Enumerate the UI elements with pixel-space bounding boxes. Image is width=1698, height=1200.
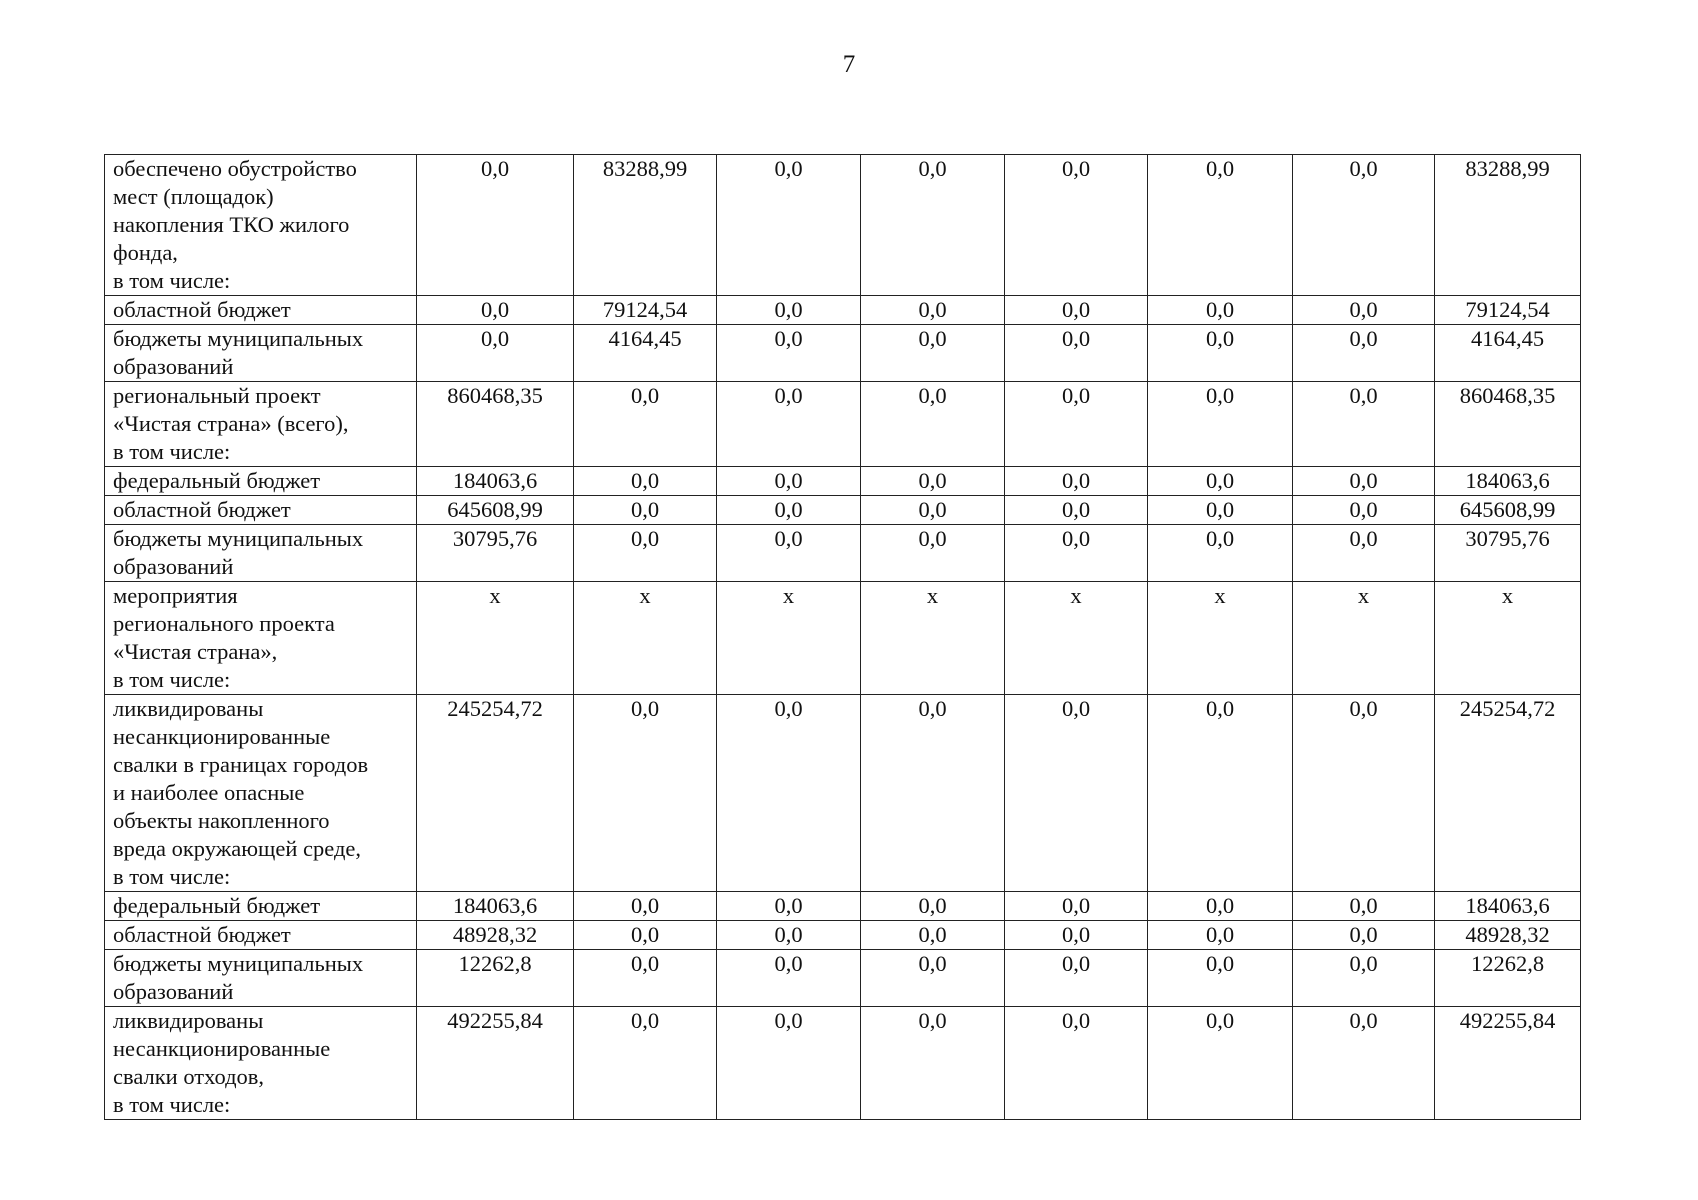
page-number: 7 [842, 51, 856, 78]
value-cell: 0,0 [1148, 382, 1293, 467]
value-cell: 0,0 [1293, 382, 1435, 467]
row-label: ликвидированы несанкционированные свалки в границах городов и наиболее опасные объекты накопленного вреда окружающей среде, в том числе: [105, 695, 417, 892]
value-cell: 0,0 [417, 155, 574, 296]
value-cell: 0,0 [417, 296, 574, 325]
value-cell: 0,0 [861, 892, 1005, 921]
value-cell: 0,0 [861, 155, 1005, 296]
value-cell: 0,0 [861, 1007, 1005, 1120]
table-row [105, 467, 1581, 496]
total-cell: 245254,72 [1435, 695, 1581, 892]
budget-table [104, 154, 1581, 1120]
total-cell: 184063,6 [1435, 467, 1581, 496]
value-cell: x [1005, 582, 1148, 695]
row-label: мероприятия регионального проекта «Чистая страна», в том числе: [105, 582, 417, 695]
row-label: областной бюджет [105, 921, 417, 950]
value-cell: 0,0 [1148, 950, 1293, 1007]
value-cell: 0,0 [1148, 525, 1293, 582]
value-cell: 0,0 [717, 892, 861, 921]
total-cell: 83288,99 [1435, 155, 1581, 296]
value-cell: 0,0 [861, 695, 1005, 892]
value-cell: 0,0 [1293, 1007, 1435, 1120]
total-cell: 30795,76 [1435, 525, 1581, 582]
value-cell: 0,0 [574, 921, 717, 950]
total-cell: 12262,8 [1435, 950, 1581, 1007]
value-cell: 0,0 [861, 325, 1005, 382]
value-cell: x [417, 582, 574, 695]
value-cell: 0,0 [717, 467, 861, 496]
row-label: бюджеты муниципальных образований [105, 325, 417, 382]
value-cell: 0,0 [1148, 325, 1293, 382]
value-cell: 0,0 [1293, 892, 1435, 921]
value-cell: 0,0 [861, 296, 1005, 325]
value-cell: 0,0 [1005, 382, 1148, 467]
value-cell: 0,0 [1148, 296, 1293, 325]
value-cell: 184063,6 [417, 892, 574, 921]
row-label: бюджеты муниципальных образований [105, 950, 417, 1007]
row-label: ликвидированы несанкционированные свалки отходов, в том числе: [105, 1007, 417, 1120]
value-cell: 0,0 [1293, 155, 1435, 296]
value-cell: 0,0 [717, 155, 861, 296]
value-cell: 12262,8 [417, 950, 574, 1007]
table-row [105, 1007, 1581, 1120]
value-cell: 0,0 [1005, 325, 1148, 382]
value-cell: 0,0 [717, 382, 861, 467]
value-cell: 0,0 [861, 921, 1005, 950]
value-cell: 0,0 [574, 695, 717, 892]
table-row [105, 325, 1581, 382]
table-row [105, 582, 1581, 695]
value-cell: 0,0 [574, 467, 717, 496]
value-cell: 0,0 [717, 496, 861, 525]
value-cell: 0,0 [1005, 1007, 1148, 1120]
row-label: федеральный бюджет [105, 892, 417, 921]
total-cell: 184063,6 [1435, 892, 1581, 921]
value-cell: 0,0 [1148, 496, 1293, 525]
row-label: областной бюджет [105, 296, 417, 325]
value-cell: 0,0 [1005, 921, 1148, 950]
row-label: областной бюджет [105, 496, 417, 525]
value-cell: 0,0 [717, 950, 861, 1007]
value-cell: 0,0 [574, 892, 717, 921]
total-cell: 492255,84 [1435, 1007, 1581, 1120]
table-row [105, 950, 1581, 1007]
value-cell: 0,0 [861, 496, 1005, 525]
value-cell: 0,0 [717, 1007, 861, 1120]
value-cell: 79124,54 [574, 296, 717, 325]
value-cell: 0,0 [1293, 296, 1435, 325]
value-cell: 0,0 [574, 1007, 717, 1120]
value-cell: 0,0 [1293, 496, 1435, 525]
value-cell: 0,0 [1293, 525, 1435, 582]
row-label: обеспечено обустройство мест (площадок) накопления ТКО жилого фонда, в том числе: [105, 155, 417, 296]
table-row [105, 296, 1581, 325]
table-row [105, 155, 1581, 296]
value-cell: 0,0 [1005, 525, 1148, 582]
value-cell: 30795,76 [417, 525, 574, 582]
value-cell: 0,0 [1005, 892, 1148, 921]
value-cell: 0,0 [1005, 467, 1148, 496]
value-cell: x [1293, 582, 1435, 695]
table-row [105, 382, 1581, 467]
value-cell: 0,0 [1293, 950, 1435, 1007]
value-cell: 0,0 [1005, 695, 1148, 892]
value-cell: 0,0 [574, 525, 717, 582]
value-cell: 0,0 [574, 382, 717, 467]
value-cell: 645608,99 [417, 496, 574, 525]
value-cell: x [717, 582, 861, 695]
value-cell: 492255,84 [417, 1007, 574, 1120]
value-cell: 0,0 [1148, 467, 1293, 496]
total-cell: 860468,35 [1435, 382, 1581, 467]
value-cell: 0,0 [861, 525, 1005, 582]
total-cell: 48928,32 [1435, 921, 1581, 950]
value-cell: 0,0 [717, 525, 861, 582]
value-cell: 48928,32 [417, 921, 574, 950]
value-cell: 0,0 [717, 921, 861, 950]
value-cell: 0,0 [861, 467, 1005, 496]
value-cell: 0,0 [574, 950, 717, 1007]
value-cell: x [861, 582, 1005, 695]
value-cell: 0,0 [717, 325, 861, 382]
value-cell: 0,0 [1293, 467, 1435, 496]
value-cell: 4164,45 [574, 325, 717, 382]
value-cell: 0,0 [574, 496, 717, 525]
value-cell: 0,0 [717, 695, 861, 892]
total-cell: 4164,45 [1435, 325, 1581, 382]
value-cell: 0,0 [1148, 695, 1293, 892]
value-cell: 0,0 [861, 382, 1005, 467]
value-cell: 0,0 [861, 950, 1005, 1007]
value-cell: 0,0 [1148, 921, 1293, 950]
value-cell: 0,0 [1005, 155, 1148, 296]
value-cell: 0,0 [1293, 325, 1435, 382]
value-cell: 0,0 [1293, 921, 1435, 950]
value-cell: 0,0 [1148, 892, 1293, 921]
table-row [105, 525, 1581, 582]
value-cell: x [574, 582, 717, 695]
total-cell: x [1435, 582, 1581, 695]
total-cell: 645608,99 [1435, 496, 1581, 525]
value-cell: x [1148, 582, 1293, 695]
row-label: федеральный бюджет [105, 467, 417, 496]
value-cell: 0,0 [1148, 155, 1293, 296]
total-cell: 79124,54 [1435, 296, 1581, 325]
table-row [105, 695, 1581, 892]
table-row [105, 496, 1581, 525]
table-row [105, 921, 1581, 950]
row-label: региональный проект «Чистая страна» (всего), в том числе: [105, 382, 417, 467]
row-label: бюджеты муниципальных образований [105, 525, 417, 582]
value-cell: 860468,35 [417, 382, 574, 467]
value-cell: 0,0 [1005, 296, 1148, 325]
table-row [105, 892, 1581, 921]
value-cell: 0,0 [1005, 496, 1148, 525]
value-cell: 245254,72 [417, 695, 574, 892]
value-cell: 184063,6 [417, 467, 574, 496]
value-cell: 0,0 [1005, 950, 1148, 1007]
value-cell: 83288,99 [574, 155, 717, 296]
budget-table-body [105, 155, 1581, 1120]
value-cell: 0,0 [1148, 1007, 1293, 1120]
value-cell: 0,0 [717, 296, 861, 325]
value-cell: 0,0 [1293, 695, 1435, 892]
value-cell: 0,0 [417, 325, 574, 382]
